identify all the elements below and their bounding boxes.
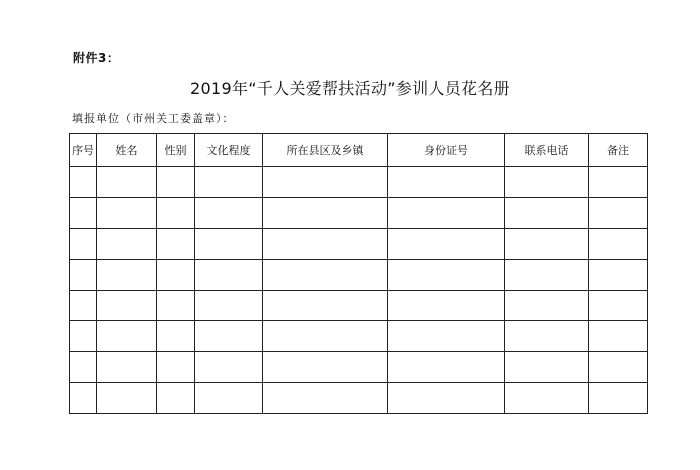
table-cell	[589, 321, 648, 352]
table-row	[70, 197, 648, 228]
col-header-education: 文化程度	[195, 134, 263, 167]
table-cell	[97, 167, 157, 198]
table-cell	[195, 383, 263, 414]
table-cell	[388, 228, 505, 259]
table-cell	[505, 167, 589, 198]
table-cell	[263, 259, 388, 290]
table-cell	[388, 197, 505, 228]
table-cell	[157, 290, 195, 321]
table-cell	[388, 290, 505, 321]
col-header-location: 所在县区及乡镇	[263, 134, 388, 167]
table-cell	[388, 167, 505, 198]
table-cell	[263, 197, 388, 228]
table-cell	[195, 352, 263, 383]
table-cell	[195, 321, 263, 352]
table-cell	[505, 197, 589, 228]
table-cell	[263, 383, 388, 414]
table-cell	[157, 228, 195, 259]
col-header-id-number: 身份证号	[388, 134, 505, 167]
table-cell	[589, 197, 648, 228]
table-cell	[388, 321, 505, 352]
table-header-row	[70, 134, 648, 167]
table-cell	[589, 167, 648, 198]
table-cell	[263, 352, 388, 383]
table-cell	[263, 167, 388, 198]
table-cell	[70, 352, 97, 383]
table-cell	[589, 228, 648, 259]
table-cell	[97, 321, 157, 352]
table-cell	[505, 383, 589, 414]
table-cell	[589, 383, 648, 414]
table-cell	[505, 259, 589, 290]
table-cell	[157, 259, 195, 290]
table-row	[70, 352, 648, 383]
table-cell	[97, 197, 157, 228]
table-row	[70, 321, 648, 352]
table-cell	[263, 321, 388, 352]
col-header-name: 姓名	[97, 134, 157, 167]
table-cell	[70, 321, 97, 352]
table-row	[70, 290, 648, 321]
col-header-remarks: 备注	[589, 134, 648, 167]
table-cell	[97, 352, 157, 383]
table-cell	[157, 321, 195, 352]
table-cell	[97, 290, 157, 321]
table-row	[70, 167, 648, 198]
table-cell	[388, 259, 505, 290]
table-cell	[505, 321, 589, 352]
table-cell	[70, 290, 97, 321]
table-cell	[589, 352, 648, 383]
col-header-gender: 性别	[157, 134, 195, 167]
table-cell	[195, 259, 263, 290]
table-cell	[388, 352, 505, 383]
table-cell	[157, 352, 195, 383]
attachment-label: 附件3：	[73, 51, 120, 65]
table-cell	[505, 290, 589, 321]
table-cell	[70, 383, 97, 414]
page-title: 2019年“千人关爱帮扶活动”参训人员花名册	[190, 79, 510, 98]
table-cell	[157, 383, 195, 414]
table-cell	[70, 197, 97, 228]
fill-unit-label: 填报单位（市州关工委盖章）：	[72, 112, 235, 125]
table-cell	[70, 259, 97, 290]
roster-table	[69, 133, 648, 414]
table-row	[70, 383, 648, 414]
table-cell	[505, 352, 589, 383]
table-cell	[70, 228, 97, 259]
table-cell	[195, 290, 263, 321]
table-cell	[263, 290, 388, 321]
table-cell	[505, 228, 589, 259]
table-cell	[589, 290, 648, 321]
table-cell	[97, 383, 157, 414]
table-cell	[589, 259, 648, 290]
table-cell	[97, 228, 157, 259]
table-row	[70, 259, 648, 290]
table-cell	[388, 383, 505, 414]
table-cell	[97, 259, 157, 290]
table-cell	[157, 197, 195, 228]
table-cell	[263, 228, 388, 259]
col-header-index: 序号	[70, 134, 97, 167]
table-row	[70, 228, 648, 259]
table-cell	[195, 167, 263, 198]
table-cell	[195, 228, 263, 259]
table-cell	[70, 167, 97, 198]
col-header-phone: 联系电话	[505, 134, 589, 167]
table-cell	[195, 197, 263, 228]
table-cell	[157, 167, 195, 198]
